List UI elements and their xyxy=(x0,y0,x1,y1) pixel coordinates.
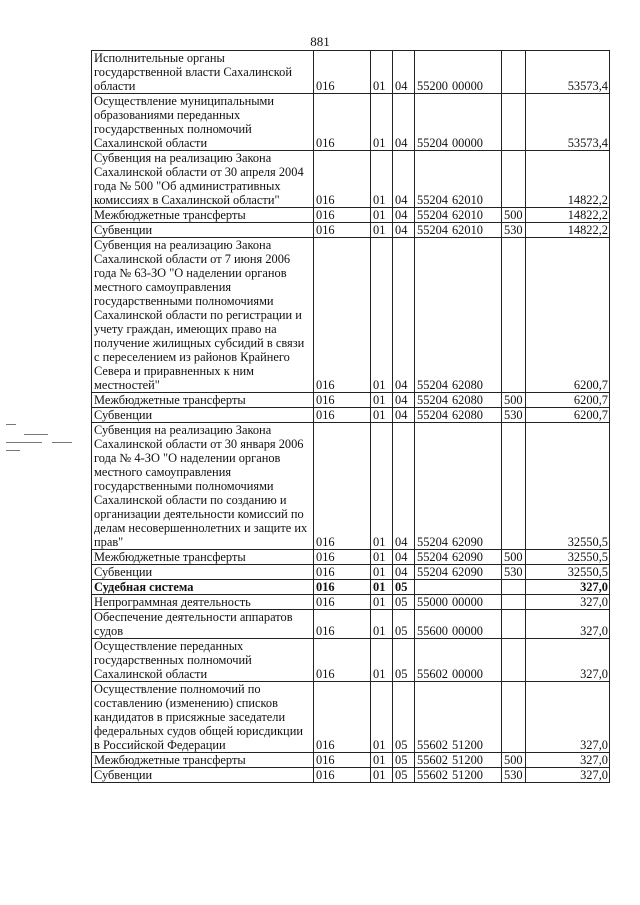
expense-name-cell: Межбюджетные трансферты xyxy=(92,208,314,223)
rz-code-cell: 01 xyxy=(371,151,393,208)
budget-table-body xyxy=(92,51,610,783)
csr-code-cell xyxy=(415,151,502,208)
pr-code-cell: 04 xyxy=(393,208,415,223)
csr-program-code: 55602 xyxy=(417,667,448,681)
rz-code-cell: 01 xyxy=(371,51,393,94)
table-row xyxy=(92,51,610,94)
ved-code-cell: 016 xyxy=(314,565,371,580)
csr-code-cell xyxy=(415,682,502,753)
csr-program-code: 55200 xyxy=(417,79,448,93)
rz-code-cell: 01 xyxy=(371,393,393,408)
csr-program-code: 55204 xyxy=(417,565,448,579)
ved-code-cell: 016 xyxy=(314,208,371,223)
csr-program-code: 55204 xyxy=(417,550,448,564)
pr-code-cell: 04 xyxy=(393,393,415,408)
csr-program-code: 55600 xyxy=(417,624,448,638)
expense-name-cell: Осуществление муниципальными образованиями переданных государственных полномочий Сахалинской области xyxy=(92,94,314,151)
amount-cell: 6200,7 xyxy=(526,238,610,393)
pr-code-cell: 04 xyxy=(393,94,415,151)
csr-direction-code: 51200 xyxy=(451,768,483,782)
ved-code-cell: 016 xyxy=(314,753,371,768)
csr-program-code: 55204 xyxy=(417,193,448,207)
pr-code-cell: 05 xyxy=(393,639,415,682)
vr-code-cell xyxy=(502,51,526,94)
csr-code-cell xyxy=(415,550,502,565)
vr-code-cell: 530 xyxy=(502,565,526,580)
csr-code-cell xyxy=(415,393,502,408)
csr-code-cell xyxy=(415,408,502,423)
expense-name-cell: Субвенция на реализацию Закона Сахалинской области от 30 апреля 2004 года № 500 "Об административных комиссиях в Сахалинской области" xyxy=(92,151,314,208)
amount-cell: 327,0 xyxy=(526,610,610,639)
csr-direction-code: 62010 xyxy=(451,193,483,207)
table-row xyxy=(92,94,610,151)
ved-code-cell: 016 xyxy=(314,408,371,423)
csr-code-cell xyxy=(415,51,502,94)
amount-cell: 327,0 xyxy=(526,768,610,783)
pr-code-cell: 05 xyxy=(393,595,415,610)
vr-code-cell xyxy=(502,580,526,595)
vr-code-cell xyxy=(502,639,526,682)
amount-cell: 14822,2 xyxy=(526,223,610,238)
vr-code-cell xyxy=(502,595,526,610)
amount-cell: 327,0 xyxy=(526,580,610,595)
ved-code-cell: 016 xyxy=(314,94,371,151)
amount-cell: 53573,4 xyxy=(526,51,610,94)
ved-code-cell: 016 xyxy=(314,610,371,639)
amount-cell: 32550,5 xyxy=(526,565,610,580)
expense-name-cell: Осуществление полномочий по составлению (изменению) списков кандидатов в присяжные заседатели федеральных судов общей юрисдикции в Российской Федерации xyxy=(92,682,314,753)
vr-code-cell xyxy=(502,151,526,208)
csr-program-code: 55204 xyxy=(417,208,448,222)
rz-code-cell: 01 xyxy=(371,94,393,151)
pr-code-cell: 05 xyxy=(393,753,415,768)
amount-cell: 32550,5 xyxy=(526,550,610,565)
pr-code-cell: 05 xyxy=(393,580,415,595)
rz-code-cell: 01 xyxy=(371,208,393,223)
csr-direction-code: 51200 xyxy=(451,738,483,752)
amount-cell: 53573,4 xyxy=(526,94,610,151)
budget-table xyxy=(91,50,610,783)
expense-name-cell: Исполнительные органы государственной власти Сахалинской области xyxy=(92,51,314,94)
ved-code-cell: 016 xyxy=(314,151,371,208)
table-row xyxy=(92,580,610,595)
rz-code-cell: 01 xyxy=(371,565,393,580)
amount-cell: 14822,2 xyxy=(526,208,610,223)
page-number: 881 xyxy=(310,34,330,49)
csr-direction-code: 00000 xyxy=(451,624,483,638)
vr-code-cell: 530 xyxy=(502,223,526,238)
amount-cell: 327,0 xyxy=(526,682,610,753)
rz-code-cell: 01 xyxy=(371,238,393,393)
vr-code-cell: 500 xyxy=(502,753,526,768)
csr-direction-code: 62090 xyxy=(451,535,483,549)
csr-program-code: 55204 xyxy=(417,378,448,392)
table-row xyxy=(92,393,610,408)
csr-direction-code: 62010 xyxy=(451,223,483,237)
rz-code-cell: 01 xyxy=(371,423,393,550)
table-row xyxy=(92,151,610,208)
expense-name-cell: Субвенция на реализацию Закона Сахалинской области от 30 января 2006 года № 4-ЗО "О наделении органов местного самоуправления государственными полномочиями Сахалинской области по созданию и организации деятельности комиссий по делам несовершеннолетних и защите их прав" xyxy=(92,423,314,550)
ved-code-cell: 016 xyxy=(314,768,371,783)
csr-code-cell xyxy=(415,595,502,610)
pr-code-cell: 05 xyxy=(393,768,415,783)
expense-name-cell: Субвенции xyxy=(92,223,314,238)
csr-direction-code: 62090 xyxy=(451,550,483,564)
expense-name-cell: Осуществление переданных государственных полномочий Сахалинской области xyxy=(92,639,314,682)
csr-code-cell xyxy=(415,565,502,580)
expense-name-cell: Субвенция на реализацию Закона Сахалинской области от 7 июня 2006 года № 63-ЗО "О наделении органов местного самоуправления государственными полномочиями Сахалинской области по регистрации и учету граждан, имеющих право на получение жилищных субсидий в связи с переселением из районов Крайнего Севера и приравненных к ним местностей" xyxy=(92,238,314,393)
ved-code-cell: 016 xyxy=(314,595,371,610)
csr-code-cell xyxy=(415,639,502,682)
vr-code-cell: 500 xyxy=(502,550,526,565)
rz-code-cell: 01 xyxy=(371,550,393,565)
rz-code-cell: 01 xyxy=(371,682,393,753)
csr-direction-code: 62090 xyxy=(451,565,483,579)
pr-code-cell: 05 xyxy=(393,682,415,753)
amount-cell: 14822,2 xyxy=(526,151,610,208)
csr-direction-code: 62080 xyxy=(451,378,483,392)
csr-program-code: 55000 xyxy=(417,595,448,609)
amount-cell: 327,0 xyxy=(526,595,610,610)
csr-code-cell xyxy=(415,238,502,393)
csr-program-code: 55204 xyxy=(417,223,448,237)
table-row xyxy=(92,768,610,783)
scan-margin-marks xyxy=(4,420,90,460)
ved-code-cell: 016 xyxy=(314,580,371,595)
expense-name-cell: Межбюджетные трансферты xyxy=(92,393,314,408)
rz-code-cell: 01 xyxy=(371,595,393,610)
csr-code-cell xyxy=(415,208,502,223)
rz-code-cell: 01 xyxy=(371,408,393,423)
vr-code-cell: 500 xyxy=(502,393,526,408)
csr-direction-code: 00000 xyxy=(451,79,483,93)
csr-program-code: 55602 xyxy=(417,753,448,767)
expense-name-cell: Межбюджетные трансферты xyxy=(92,753,314,768)
pr-code-cell: 04 xyxy=(393,423,415,550)
csr-direction-code: 51200 xyxy=(451,753,483,767)
vr-code-cell: 530 xyxy=(502,768,526,783)
csr-direction-code: 62080 xyxy=(451,393,483,407)
rz-code-cell: 01 xyxy=(371,610,393,639)
csr-code-cell xyxy=(415,223,502,238)
rz-code-cell: 01 xyxy=(371,768,393,783)
vr-code-cell xyxy=(502,238,526,393)
csr-program-code: 55204 xyxy=(417,393,448,407)
ved-code-cell: 016 xyxy=(314,393,371,408)
csr-code-cell xyxy=(415,768,502,783)
csr-direction-code: 00000 xyxy=(451,136,483,150)
table-row xyxy=(92,208,610,223)
ved-code-cell: 016 xyxy=(314,682,371,753)
vr-code-cell xyxy=(502,94,526,151)
ved-code-cell: 016 xyxy=(314,639,371,682)
table-row xyxy=(92,639,610,682)
csr-code-cell xyxy=(415,753,502,768)
expense-name-cell: Судебная система xyxy=(92,580,314,595)
pr-code-cell: 04 xyxy=(393,151,415,208)
amount-cell: 327,0 xyxy=(526,639,610,682)
expense-name-cell: Межбюджетные трансферты xyxy=(92,550,314,565)
table-row xyxy=(92,565,610,580)
rz-code-cell: 01 xyxy=(371,639,393,682)
table-row xyxy=(92,238,610,393)
pr-code-cell: 05 xyxy=(393,610,415,639)
table-row xyxy=(92,550,610,565)
expense-name-cell: Субвенции xyxy=(92,768,314,783)
vr-code-cell xyxy=(502,423,526,550)
csr-direction-code: 62010 xyxy=(451,208,483,222)
pr-code-cell: 04 xyxy=(393,550,415,565)
table-row xyxy=(92,753,610,768)
csr-code-cell xyxy=(415,94,502,151)
csr-program-code: 55204 xyxy=(417,136,448,150)
pr-code-cell: 04 xyxy=(393,238,415,393)
csr-program-code: 55204 xyxy=(417,535,448,549)
ved-code-cell: 016 xyxy=(314,423,371,550)
amount-cell: 6200,7 xyxy=(526,393,610,408)
table-row xyxy=(92,408,610,423)
rz-code-cell: 01 xyxy=(371,753,393,768)
vr-code-cell: 500 xyxy=(502,208,526,223)
csr-code-cell xyxy=(415,610,502,639)
csr-program-code: 55204 xyxy=(417,408,448,422)
pr-code-cell: 04 xyxy=(393,565,415,580)
pr-code-cell: 04 xyxy=(393,408,415,423)
amount-cell: 32550,5 xyxy=(526,423,610,550)
rz-code-cell: 01 xyxy=(371,223,393,238)
expense-name-cell: Непрограммная деятельность xyxy=(92,595,314,610)
vr-code-cell xyxy=(502,682,526,753)
table-row xyxy=(92,682,610,753)
expense-name-cell: Субвенции xyxy=(92,408,314,423)
pr-code-cell: 04 xyxy=(393,51,415,94)
csr-code-cell xyxy=(415,423,502,550)
table-row xyxy=(92,610,610,639)
amount-cell: 327,0 xyxy=(526,753,610,768)
table-row xyxy=(92,423,610,550)
csr-program-code: 55602 xyxy=(417,768,448,782)
csr-program-code: 55602 xyxy=(417,738,448,752)
vr-code-cell: 530 xyxy=(502,408,526,423)
ved-code-cell: 016 xyxy=(314,550,371,565)
table-row xyxy=(92,223,610,238)
expense-name-cell: Обеспечение деятельности аппаратов судов xyxy=(92,610,314,639)
table-row xyxy=(92,595,610,610)
amount-cell: 6200,7 xyxy=(526,408,610,423)
csr-code-cell xyxy=(415,580,502,595)
vr-code-cell xyxy=(502,610,526,639)
ved-code-cell: 016 xyxy=(314,51,371,94)
pr-code-cell: 04 xyxy=(393,223,415,238)
csr-direction-code: 62080 xyxy=(451,408,483,422)
expense-name-cell: Субвенции xyxy=(92,565,314,580)
ved-code-cell: 016 xyxy=(314,238,371,393)
csr-direction-code: 00000 xyxy=(451,667,483,681)
csr-direction-code: 00000 xyxy=(451,595,483,609)
ved-code-cell: 016 xyxy=(314,223,371,238)
rz-code-cell: 01 xyxy=(371,580,393,595)
